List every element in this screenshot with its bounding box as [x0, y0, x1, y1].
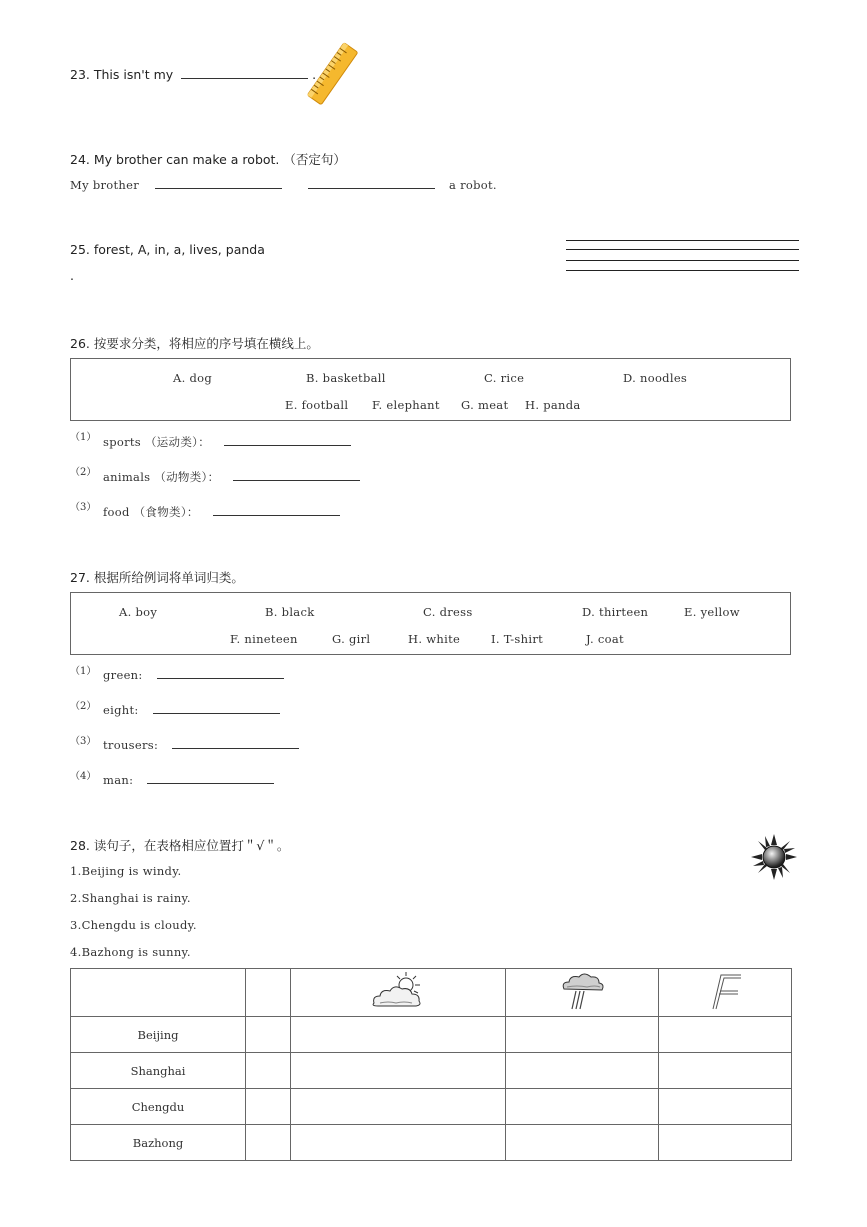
q27-item-label: trousers:: [103, 738, 159, 752]
q27-item: [103, 703, 280, 717]
q26-item-blank[interactable]: [233, 470, 360, 481]
header-cell-empty: [246, 969, 291, 1017]
q27-item-label: green:: [103, 668, 143, 682]
q23-text: 23. This isn't my: [70, 67, 174, 82]
check-cell[interactable]: [291, 1017, 506, 1053]
city-cell: Shanghai: [71, 1053, 246, 1089]
q28-title: 28. 读句子，在表格相应位置打＂√＂。: [70, 838, 290, 853]
q27-option: F. nineteen: [230, 632, 298, 646]
weather-table-row: [71, 1017, 792, 1053]
q26-item: [103, 469, 360, 485]
q27-option: G. girl: [332, 632, 371, 646]
q28-sentence: 2.Shanghai is rainy.: [70, 891, 191, 905]
check-cell[interactable]: [246, 1053, 291, 1089]
q27-item-label: eight:: [103, 703, 139, 717]
q24-answer-line: [70, 178, 497, 192]
weather-table-row: [71, 1053, 792, 1089]
check-cell[interactable]: [506, 1053, 659, 1089]
weather-table-header-row: [71, 969, 792, 1017]
city-cell: Beijing: [71, 1017, 246, 1053]
city-cell: Bazhong: [71, 1125, 246, 1161]
check-cell[interactable]: [659, 1125, 792, 1161]
q27-item-blank[interactable]: [153, 703, 280, 714]
check-cell[interactable]: [659, 1089, 792, 1125]
q26-item-number: （2）: [70, 467, 97, 478]
q27-item: [103, 773, 274, 787]
check-cell[interactable]: [506, 1089, 659, 1125]
q27-option: J. coat: [586, 632, 624, 646]
q25-writing-lines[interactable]: [566, 240, 799, 272]
q27-item-blank[interactable]: [157, 668, 284, 679]
q26-item-label: sports （运动类）：: [103, 435, 211, 449]
q26-options-box: [70, 358, 791, 421]
q26-option: D. noodles: [623, 371, 688, 385]
header-cell-cloudy: [291, 969, 506, 1017]
weather-table: [70, 968, 792, 1161]
q26-option: E. football: [285, 398, 349, 412]
cloudy-sun-icon: [366, 969, 430, 1013]
q27-item-blank[interactable]: [172, 738, 299, 749]
q23-blank[interactable]: [181, 68, 308, 79]
q27-item-number: （2）: [70, 701, 97, 712]
q26-item-number: （1）: [70, 432, 97, 443]
q27-title: 27. 根据所给例词将单词归类。: [70, 570, 244, 585]
q26-option: B. basketball: [306, 371, 386, 385]
q27-option: E. yellow: [684, 605, 740, 619]
header-cell-windy: [659, 969, 792, 1017]
q24-title: 24. My brother can make a robot. （否定句）: [70, 152, 346, 167]
q26-item-number: （3）: [70, 502, 97, 513]
q28-sentence: 4.Bazhong is sunny.: [70, 945, 191, 959]
q24-start: My brother: [70, 178, 140, 192]
check-cell[interactable]: [659, 1017, 792, 1053]
header-cell-rainy: [506, 969, 659, 1017]
q26-item-label: animals （动物类）：: [103, 470, 220, 484]
q27-options-box: [70, 592, 791, 655]
q27-option: A. boy: [119, 605, 158, 619]
q28-sentence: 1.Beijing is windy.: [70, 864, 182, 878]
q27-option: B. black: [265, 605, 315, 619]
header-cell-empty: [71, 969, 246, 1017]
check-cell[interactable]: [291, 1125, 506, 1161]
q26-option: C. rice: [484, 371, 525, 385]
q26-option: A. dog: [173, 371, 213, 385]
q27-item-label: man:: [103, 773, 134, 787]
q25-title: 25. forest, A, in, a, lives, panda: [70, 242, 265, 257]
rain-cloud-icon: [557, 969, 607, 1013]
check-cell[interactable]: [291, 1089, 506, 1125]
q24-end: a robot.: [448, 178, 497, 192]
q26-item-blank[interactable]: [213, 505, 340, 516]
q26-item-label: food （食物类）：: [103, 505, 199, 519]
q26-item: [103, 434, 351, 450]
q27-item: [103, 738, 299, 752]
q24-blank-2[interactable]: [308, 178, 435, 189]
q25-dot: .: [70, 268, 74, 283]
q26-option: H. panda: [525, 398, 581, 412]
check-cell[interactable]: [246, 1125, 291, 1161]
check-cell[interactable]: [506, 1125, 659, 1161]
q27-option: H. white: [408, 632, 461, 646]
wind-icon: [705, 969, 745, 1013]
q27-item: [103, 668, 284, 682]
q27-item-number: （3）: [70, 736, 97, 747]
check-cell[interactable]: [246, 1017, 291, 1053]
q27-option: D. thirteen: [582, 605, 649, 619]
q28-sentence: 3.Chengdu is cloudy.: [70, 918, 197, 932]
q26-item: [103, 504, 340, 520]
check-cell[interactable]: [246, 1089, 291, 1125]
q26-option: F. elephant: [372, 398, 440, 412]
weather-table-row: [71, 1089, 792, 1125]
q26-option: G. meat: [461, 398, 509, 412]
q27-option: I. T-shirt: [491, 632, 544, 646]
ruler-icon: [300, 40, 366, 108]
check-cell[interactable]: [659, 1053, 792, 1089]
q27-item-number: （4）: [70, 771, 97, 782]
q26-item-blank[interactable]: [224, 435, 351, 446]
q27-item-blank[interactable]: [147, 773, 274, 784]
city-cell: Chengdu: [71, 1089, 246, 1125]
q23-line: [70, 67, 316, 82]
q26-title: 26. 按要求分类，将相应的序号填在横线上。: [70, 336, 319, 351]
q27-item-number: （1）: [70, 666, 97, 677]
q23-end: .: [312, 67, 317, 82]
weather-table-row: [71, 1125, 792, 1161]
check-cell[interactable]: [506, 1017, 659, 1053]
sun-icon: [750, 833, 798, 881]
q24-blank-1[interactable]: [155, 178, 282, 189]
check-cell[interactable]: [291, 1053, 506, 1089]
q27-option: C. dress: [423, 605, 473, 619]
